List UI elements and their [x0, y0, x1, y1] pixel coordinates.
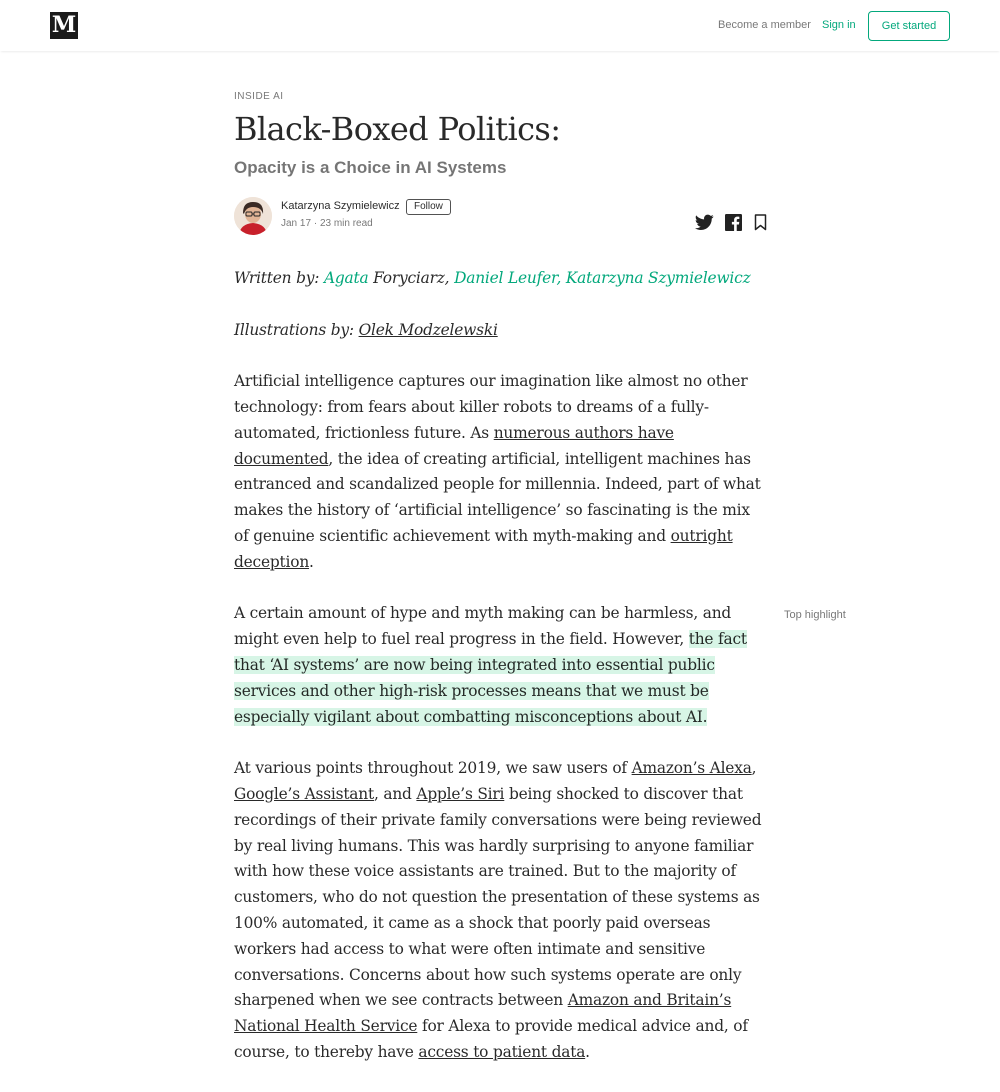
article-title: Black-Boxed Politics: — [234, 110, 561, 148]
twitter-icon[interactable] — [695, 214, 714, 236]
paragraph-text: Artificial intelligence captures our imagination like almost no other technology: from fears about killer robots to dreams of a fully-automated, frictionless future. As — [234, 372, 748, 442]
illustrations-by-line — [234, 318, 768, 344]
author-surname-foryciarz: Foryciarz, — [368, 269, 450, 287]
link-outright-deception[interactable]: outright deception — [234, 526, 733, 571]
link-numerous-authors[interactable]: numerous authors have documented — [234, 423, 674, 468]
paragraph-text: . — [309, 552, 314, 571]
meta-separator: · — [313, 218, 318, 229]
paragraph-text: for Alexa to provide medical advice and, of course, to thereby have — [234, 1017, 748, 1061]
link-apple-siri[interactable]: Apple’s Siri — [416, 784, 505, 803]
get-started-button[interactable]: Get started — [868, 11, 950, 41]
author-link-daniel-leufer[interactable]: Daniel Leufer, — [454, 269, 562, 287]
illustrations-label: Illustrations by: — [234, 320, 354, 339]
link-amazon-nhs[interactable]: Amazon and Britain’s National Health Service — [234, 991, 732, 1036]
facebook-icon[interactable] — [725, 214, 742, 236]
author-link-katarzyna-szymielewicz[interactable]: Katarzyna Szymielewicz — [565, 269, 751, 287]
become-member-link[interactable]: Become a member — [718, 19, 811, 31]
highlighted-text[interactable]: the fact that ‘AI systems’ are now being integrated into essential public services and other high-risk processes means that we must be especially vigilant about combatting misconceptions about AI. — [234, 630, 747, 726]
article-body — [234, 266, 768, 1092]
link-amazon-alexa[interactable]: Amazon’s Alexa — [631, 759, 752, 778]
paragraph-text: being shocked to discover that recordings of their private family conversations were being reviewed by real living humans. This was hardly surprising to anyone familiar with how these voice assistants are trained. But to the majority of customers, who do not question the presentation of these systems as 100% automated, it came as a shock that poorly paid overseas workers had access to what were often intimate and sensitive conversations. Concerns about how such systems operate are only sharpened when we see contracts between — [234, 784, 762, 1010]
written-by-line — [234, 266, 768, 292]
paragraph-text: , — [751, 759, 757, 778]
paragraph-text: At various points throughout 2019, we saw users of — [234, 759, 632, 778]
publish-date: Jan 17 — [281, 218, 312, 229]
paragraph-text: , and — [373, 784, 417, 803]
top-highlight-label: Top highlight — [784, 609, 846, 621]
paragraph-2 — [234, 601, 768, 730]
author-avatar[interactable] — [234, 197, 272, 235]
paragraph-text: , the idea of creating artificial, intelligent machines has entranced and scandalized people for millennia. Indeed, part of what makes the history of ‘artificial intelligence’ so fascinating is the mix of genuine scientific achievement with myth-making and — [234, 449, 761, 545]
top-navigation — [0, 0, 1000, 51]
author-link-agata[interactable]: Agata — [323, 269, 369, 287]
paragraph-1 — [234, 369, 768, 575]
written-by-label: Written by: — [234, 269, 320, 287]
link-patient-data[interactable]: access to patient data — [418, 1042, 586, 1061]
paragraph-text: A certain amount of hype and myth making can be harmless, and might even help to fuel real progress in the field. However, — [234, 604, 732, 649]
article-subtitle: Opacity is a Choice in AI Systems — [234, 158, 507, 177]
read-time: 23 min read — [319, 218, 373, 229]
article-meta — [281, 218, 373, 230]
paragraph-3 — [234, 756, 768, 1066]
sign-in-link[interactable]: Sign in — [822, 19, 856, 31]
follow-button[interactable]: Follow — [406, 199, 451, 215]
link-google-assistant[interactable]: Google’s Assistant — [234, 784, 374, 803]
author-name[interactable]: Katarzyna Szymielewicz — [281, 200, 400, 212]
paragraph-text: . — [585, 1042, 590, 1061]
illustrator-link[interactable]: Olek Modzelewski — [358, 320, 498, 339]
medium-logo[interactable]: M — [51, 12, 77, 38]
publication-name[interactable]: INSIDE AI — [234, 91, 284, 102]
bookmark-icon[interactable] — [754, 214, 767, 236]
